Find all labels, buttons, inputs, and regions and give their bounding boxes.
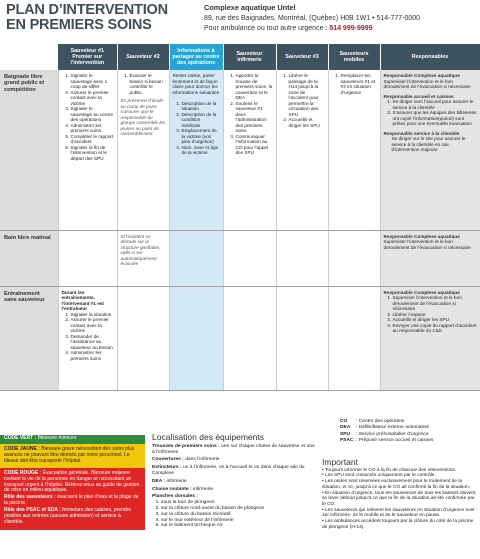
col-header-sauveteurs-mobiles: Sauveteurs mobiles xyxy=(328,44,380,70)
step: 1. Apporter la trousse de premiers soins, la couverture et le DEA xyxy=(236,73,273,101)
important-notes xyxy=(322,457,478,530)
step: 3. Demander de l’assistance au sauveteur au besoin xyxy=(71,334,114,351)
board-location: 4. sur le mur extérieur de l’infirmerie xyxy=(161,518,318,524)
resp-title: Responsable Complexe aquatique xyxy=(383,233,460,239)
cell-r1-sauveteur-3 xyxy=(276,70,328,230)
emergency-label: Pour ambulance ou tout autre urgence : xyxy=(204,25,328,32)
coach-intro: Durant les entraînements, l’intervenant #1 est l’entraîneur xyxy=(61,289,104,311)
cell-r3-responsables xyxy=(380,286,480,390)
step: 1. Signaler la situation xyxy=(71,312,114,318)
abbr-row: PSAC : Préposé service accueil et caisses xyxy=(340,437,434,443)
cell-r3-mobiles xyxy=(328,286,380,390)
cell-r2-sauveteur-2 xyxy=(117,230,169,286)
cell-r2-sauveteur-3 xyxy=(276,230,328,286)
cell-r2-infirmerie xyxy=(223,230,276,286)
board-location: 1. sous la tour de plongeon xyxy=(161,500,318,506)
equipment-item: Chaise roulante : infirmerie xyxy=(152,486,214,492)
step: 2. Description de la condition médicale xyxy=(182,112,220,129)
org-address: 89, rue des Baignades, Montréal, (Québec) H0B 1W1 • 514-777-0000 xyxy=(204,14,421,22)
emergency-codes xyxy=(0,435,145,530)
step: 5. Compléter le rapport d’accident xyxy=(71,134,114,145)
step: 3. Accueillir et diriger les SPU xyxy=(393,317,478,323)
step: 2. Assurer le premier contact avec la victime xyxy=(71,317,114,334)
equipment-title: Localisation des équipements xyxy=(152,432,264,442)
step: 3. Communiquer l’information au CO pour l’appel des SPU xyxy=(236,134,273,156)
cell-r3-sauveteur-2 xyxy=(117,286,169,390)
row-baignade-libre xyxy=(0,70,480,230)
board-location: 5. sur le batiment technique A2 xyxy=(161,523,318,529)
col-header-informations: Informations à partager au centre des opérations xyxy=(169,44,223,70)
important-item: • Les ondes sont réservées exclusivement pour le traitement de la situation, et ce, jusqu’à ce que le CO ait confirmé la fin de la situation. xyxy=(322,479,470,490)
step: 6. Signaler la fin de l’intervention et le départ des SPU xyxy=(71,145,114,162)
cell-r1-responsables xyxy=(380,70,480,230)
intervention-matrix xyxy=(0,44,480,391)
resp-text: Superviser l’intervention et le bon déroulement de l’évacuation si nécessaire xyxy=(383,78,471,89)
school-group-note: En présence d’école ou camp de jours, s’assurer que le responsable du groupe rassemble les jeunes au point de rassemblement xyxy=(120,98,166,136)
col-header-sauveteur-3: Sauveteur #3 xyxy=(276,44,328,70)
organization-info xyxy=(204,3,476,35)
resp-title: Responsable Complexe aquatique xyxy=(383,73,460,78)
important-item: • Les SPU sont contactés uniquement par le contrôle. xyxy=(322,473,436,479)
row-label-bain-libre: Bain libre matinal xyxy=(0,230,58,286)
step: 1. Description de la situation xyxy=(182,101,220,112)
cell-r1-sauveteur-1 xyxy=(58,70,117,230)
important-item: • Les ambulances accèdent toujours par la clôture du coté de la piscine de plongeon (H-14). xyxy=(322,519,474,530)
row-label-baignade: Baignade libre grand public et compétition xyxy=(0,70,58,230)
resp-text: Se diriger sur le site pour assurer le service à la clientèle en cas d’intervention majeure xyxy=(391,136,466,152)
step: 4. Administrer les premiers soins xyxy=(71,123,114,134)
step: 1. Remplacer les sauveteurs #1 et #3 en situation d’urgence xyxy=(341,73,377,95)
equipment-item: Extincteurs : un à l’infirmerie, un à l’accueil et un dans chaque aile du Complexe xyxy=(152,465,305,476)
equipment-item: DEA : infirmerie xyxy=(152,478,187,484)
abbr-row: CO : Centre des opération xyxy=(340,419,405,424)
code-green: CODE VERT : Blessure mineure xyxy=(0,435,145,444)
important-item: • Les sauveteurs qui relèvent les sauveteurs en situation d’urgence sont : 1er infirmerie, 2e le mobile et 3e le sauveteur en pause. xyxy=(322,507,478,519)
code-yellow: CODE JAUNE : Blessure grave nécessitant des soins plus avancés ne pouvant être donnés par notre personnel. Le blessé doit être transporté l’hôpital. xyxy=(0,444,145,468)
cell-r3-sauveteur-3 xyxy=(276,286,328,390)
cell-r2-responsables xyxy=(380,230,480,286)
step: 3. Emplacement de la victime (voir plan d’urgence) xyxy=(182,128,220,145)
step: 2. Accueillir et diriger les SPU xyxy=(289,117,325,128)
resp-text: Superviser l’intervention et le bon déroulement de l’évacuation si nécessaire xyxy=(383,239,471,250)
step: 2. Soutenir le sauveteur #1 dans l’administration des premiers soins xyxy=(236,101,273,134)
step: 2. Libérer l’espace xyxy=(393,312,478,318)
org-name: Complexe aquatique Untel xyxy=(204,3,296,12)
row-entrainement xyxy=(0,286,480,390)
important-item: • Toujours informer le CO à la fin de chacune des interventions. xyxy=(322,467,457,473)
step: 4. Envoyer une copie du rapport d’accident au responsable du Club xyxy=(393,323,478,334)
col-header-responsables: Responsables xyxy=(380,44,480,70)
important-item: • En situation d’urgence, tous les sauveteurs de tous les bassins doivent se lever debout jusqu’à ce que la fin de la situation ait été confirmée par le CO. xyxy=(322,490,476,507)
header-corner xyxy=(0,44,58,70)
col-header-sauveteur-1: Sauveteur #1 Premier sur l’intervention xyxy=(58,44,117,70)
resp-title: Responsable service à la clientèle xyxy=(383,130,460,136)
step: 1. Superviser l’intervention et le bon déroulement de l’évacuation si nécessaire xyxy=(393,295,478,312)
step: 4. Administrer les premiers soins xyxy=(71,350,114,361)
cell-r1-mobiles xyxy=(328,70,380,230)
cell-r3-sauveteur-1 xyxy=(58,286,117,390)
abbreviation-legend xyxy=(340,419,478,444)
important-title: Important xyxy=(322,457,358,467)
cell-r2-mobiles xyxy=(328,230,380,286)
page-title: PLAN D’INTERVENTION EN PREMIERS SOINS xyxy=(6,2,168,33)
resp-title: Responsable accueil et caisses xyxy=(383,93,454,99)
info-intro: Rester calme, parler lentement et de façon claire pour donner les informations suivantes : xyxy=(172,73,220,100)
step: 4. Nom, sexe et âge de la victime xyxy=(182,145,220,156)
emergency-number: 514 999-9999 xyxy=(329,25,373,32)
equipment-item: Couvertures : dans l’infirmerie xyxy=(152,457,220,463)
inflatable-note: Si l’incident se déroule sur la structure gonflable, celle-ci est automatiquement évacuée xyxy=(120,233,161,266)
cell-r1-sauveteur-2 xyxy=(117,70,169,230)
abbr-row: DEA : Défibrillateur externe automatisé xyxy=(340,425,430,431)
board-location: 2. sur la clôture nord-ouest du bassin de plongeon xyxy=(161,506,318,512)
board-location: 3. sur la clôture du bassin récréatif xyxy=(161,512,318,518)
row-label-entrainement: Entraînement sans sauveteur xyxy=(0,286,58,390)
matrix-header-row xyxy=(0,44,480,70)
col-header-sauveteur-infirmerie: Sauveteur infirmerie xyxy=(223,44,276,70)
equipment-locations xyxy=(152,432,318,529)
cell-r2-sauveteur-1 xyxy=(58,230,117,286)
col-header-sauveteur-2: Sauveteur #2 xyxy=(117,44,169,70)
cell-r1-informations xyxy=(169,70,223,230)
row-bain-libre-matinal xyxy=(0,230,480,286)
boards-label: Planches dorsales : xyxy=(152,494,198,500)
step: 1. Se diriger vers l’accueil pour assurer le service à la clientèle xyxy=(393,99,478,110)
cell-r2-informations xyxy=(169,230,223,286)
step: 1. Signaler le sauvetage avec 1 coup de sifflet xyxy=(71,73,114,90)
step: 1. Libérer le passage de la H14 jusqu’à la zone de l’accident pour permettre la circulation des SPU xyxy=(289,73,325,117)
step: 2. Assurer le premier contact avec la victime xyxy=(71,90,114,107)
step: 1. Évacuer le bassin si besoin contrôler le public xyxy=(130,73,166,95)
abbr-row: SPU : Service préhospitalier d’urgence xyxy=(340,431,429,437)
cell-r1-infirmerie xyxy=(223,70,276,230)
cell-r3-informations xyxy=(169,286,223,390)
step: 2. S’assurer que les équipes des billeteries ont copié l’information(qui/où) sont prêtes pour une éventuelle évacuation xyxy=(393,110,478,127)
equipment-item: Trousses de premiers soins : une sur chaque chaise de sauveteur et une à l’infirmerie xyxy=(152,443,315,455)
step: 3. Signaler le sauvetage au centre des opérations xyxy=(71,106,114,123)
code-red: CODE ROUGE : Évacuation générale. Blessure majeure mettant la vie de la personne en danger et nécessitant un transport urgent à l’hôpital. Référez-vous au guide de gestion de crise en milieu aquatique. Rôle des sauveteurs : évacuent le plan d’eau et la plage de la piscine. Rôle des PSAC et SDA : fermeture des caisses, prendre position aux entrées (aucune admission) et service à clientèle. xyxy=(0,468,145,530)
resp-title: Responsable Complexe aquatique xyxy=(383,289,460,295)
cell-r3-infirmerie xyxy=(223,286,276,390)
emergency-line xyxy=(204,24,476,35)
